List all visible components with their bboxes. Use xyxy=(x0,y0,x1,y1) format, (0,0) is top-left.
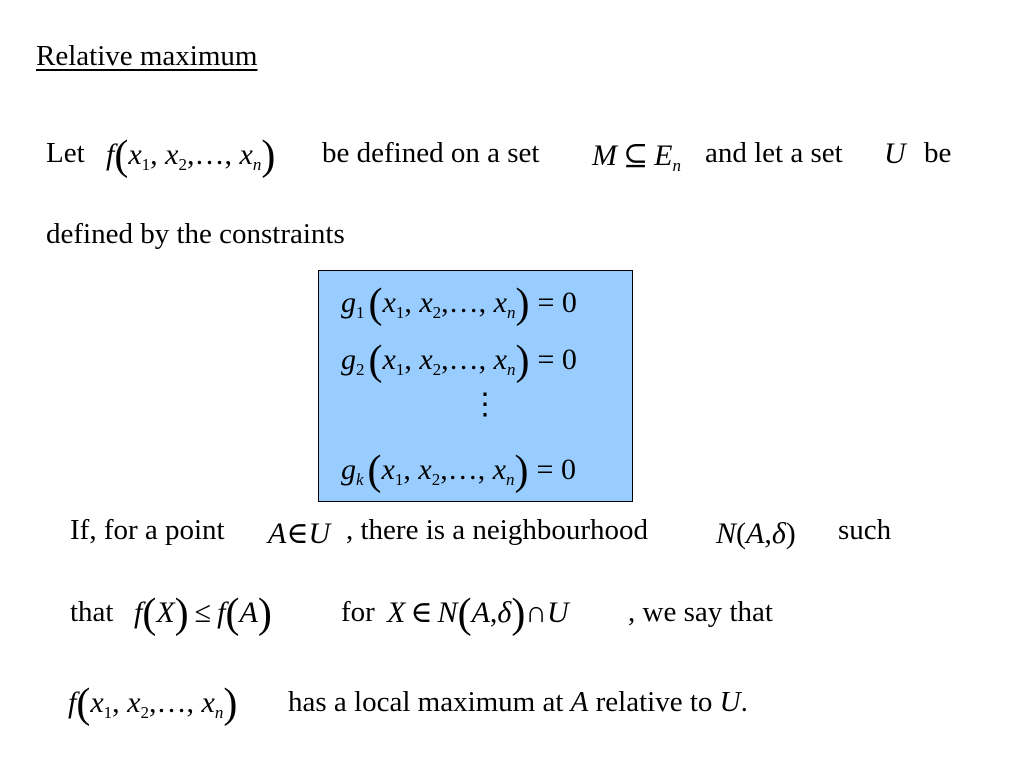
vertical-ellipsis: ⋮ xyxy=(470,388,500,421)
if-for-point-text: If, for a point xyxy=(70,514,225,546)
we-say-text: , we say that xyxy=(628,596,773,628)
inequality-expression: f(X) ≤ f(A) xyxy=(134,591,272,637)
constraint-row-2: $g_2(x_1$, $x_2,\dots$, $x_n) = 0$ xyxy=(341,338,577,384)
f-of-x-expression: $f(x_1$, $x_2,\dots$, $x_n$) xyxy=(106,133,276,179)
a-in-u-expression: A∈U xyxy=(268,517,331,550)
set-u-symbol-2: U xyxy=(719,686,741,718)
point-a-symbol: A xyxy=(570,686,589,718)
set-m-expression: M ⊆ $E_n$ xyxy=(592,139,681,175)
such-text: such xyxy=(838,514,892,546)
be-text: be xyxy=(924,137,952,169)
f-of-x-expression-2: $f(x_1$, $x_2,\dots$, $x_n$) xyxy=(68,681,238,727)
page-title: Relative maximum xyxy=(36,40,258,72)
let-text: Let xyxy=(46,137,85,169)
constraints-intro-text: defined by the constraints xyxy=(46,218,345,250)
constraint-row-1: $g_1(x_1$, $x_2,\dots$, $x_n) = 0$ xyxy=(341,281,577,327)
neighbourhood-expression: N(A,δ) xyxy=(716,517,796,550)
for-text: for xyxy=(341,596,375,628)
and-let-text: and let a set xyxy=(705,137,843,169)
conclusion-text: has a local maximum at A relative to U. xyxy=(288,686,748,718)
set-u-symbol: U xyxy=(884,137,906,170)
defined-on-text: be defined on a set xyxy=(322,137,540,169)
that-text: that xyxy=(70,596,114,628)
membership-expression: X ∈ N(A,δ)∩U xyxy=(387,591,569,637)
constraint-row-k: $g_k(x_1$, $x_2,\dots$, $x_n) = 0$ xyxy=(341,448,576,494)
neighbourhood-text: , there is a neighbourhood xyxy=(346,514,649,546)
